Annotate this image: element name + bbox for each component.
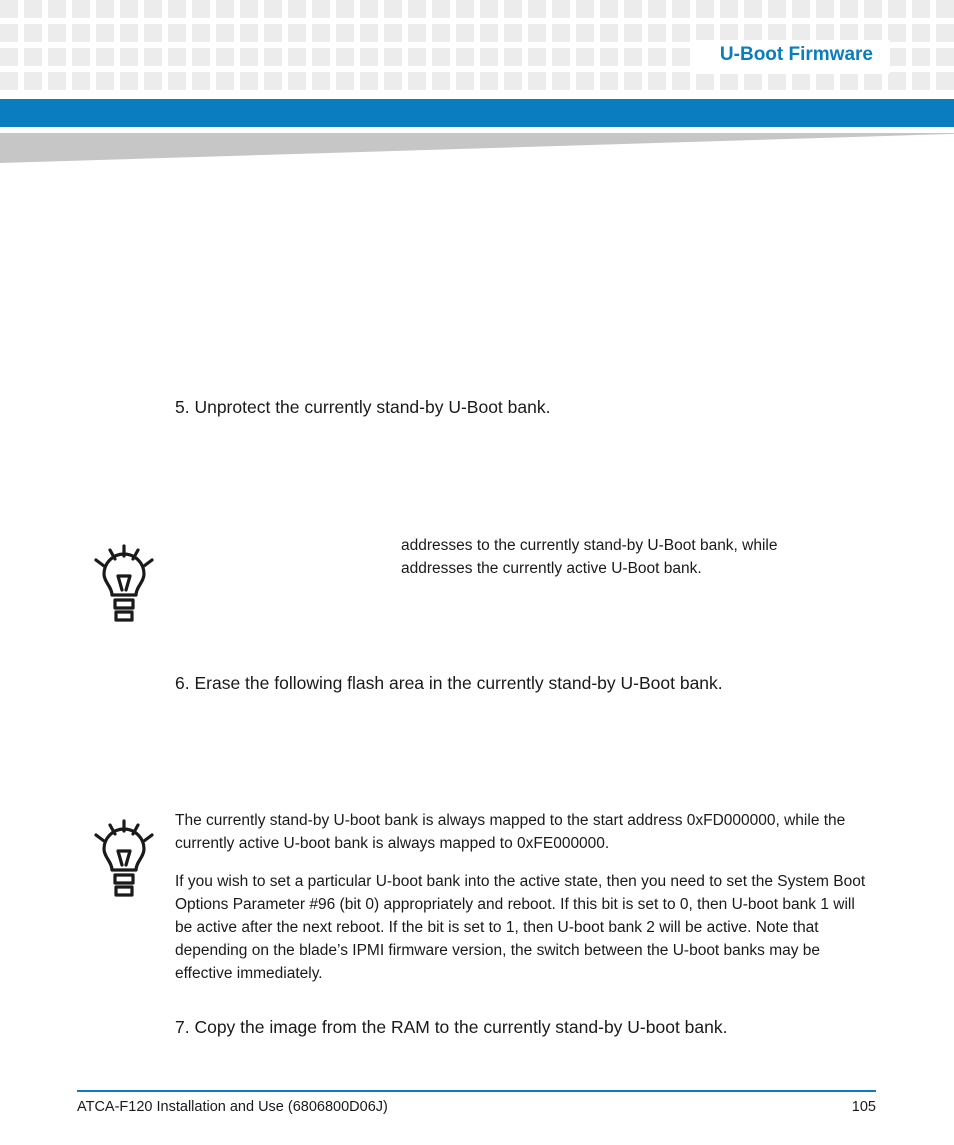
footer-document-title: ATCA-F120 Installation and Use (6806800D06J) [77,1099,388,1115]
note-1-line-2: addresses the currently active U-Boot bank. [401,560,702,577]
note-1-line-1: addresses to the currently stand-by U-Boot bank, while [401,537,778,554]
footer-rule [77,1090,876,1092]
header-grey-wedge [0,133,954,163]
step-7: 7. Copy the image from the RAM to the currently stand-by U-boot bank. [175,1017,728,1037]
step-6: 6. Erase the following flash area in the currently stand-by U-Boot bank. [175,673,723,693]
step-5: 5. Unprotect the currently stand-by U-Boot bank. [175,397,551,417]
lightbulb-icon [91,817,157,899]
note-2-paragraph-2: If you wish to set a particular U-boot bank into the active state, then you need to set the System Boot Options Parameter #96 (bit 0) appropriately and reboot. If this bit is set to 0, then U-boot bank 1 will be active after the next reboot. If the bit is set to 1, then U-boot bank 2 will be active. Note that depending on the blade’s IPMI firmware version, the switch between the U-boot banks may be effective immediately. [175,873,866,982]
header-blue-band [0,99,954,127]
note-2-paragraph-1: The currently stand-by U-boot bank is always mapped to the start address 0xFD000000, while the currently active U-boot bank is always mapped to 0xFE000000. [175,812,846,852]
note-1-text [401,534,871,580]
note-2-text [175,809,870,1000]
page-number: 105 [851,1099,876,1115]
lightbulb-icon [91,542,157,624]
section-title: U-Boot Firmware [719,44,873,65]
